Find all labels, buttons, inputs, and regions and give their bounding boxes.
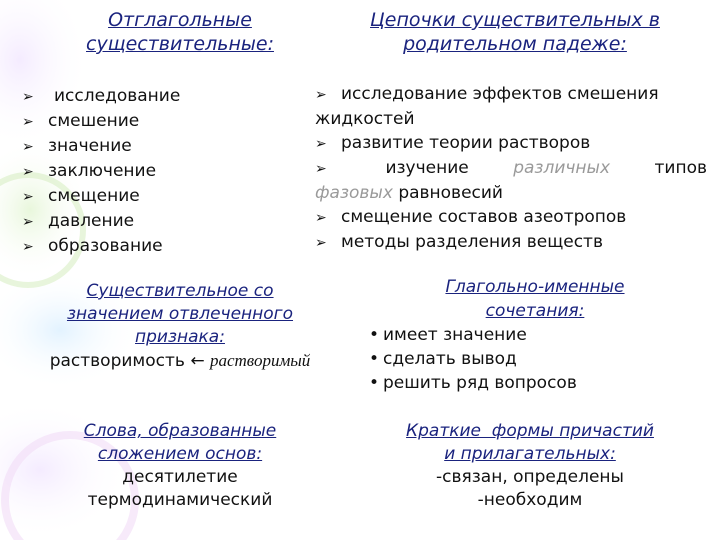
arrow-bullet-icon: ➢ (22, 139, 34, 155)
compound-example: десятилетие (122, 467, 238, 487)
gray-word: различных (513, 158, 611, 178)
short-forms-header-line1: Краткие формы причастий (406, 421, 654, 441)
compound-header-line1: Слова, образованные (83, 421, 277, 441)
noun-chains-header (330, 8, 700, 56)
arrow-bullet-icon: ➢ (22, 89, 34, 105)
left-arrow-icon: ← (190, 351, 205, 371)
dot-bullet-icon: • (368, 325, 380, 345)
short-forms-example: -связан, определены (436, 467, 624, 487)
list-item: • решить ряд вопросов (365, 371, 705, 395)
list-item-continuation: жидкостей (315, 109, 415, 129)
list-item: ➢ исследование эффектов смешения (315, 82, 707, 107)
noun-chains-list (315, 82, 707, 255)
short-forms-block (360, 420, 700, 512)
compound-words-block (30, 420, 330, 512)
gray-word: фазовых (315, 183, 393, 203)
arrow-bullet-icon: ➢ (22, 164, 34, 180)
noun-chains-header-line1: Цепочки существительных в (370, 9, 660, 31)
verbal-nouns-header-line2: существительные: (86, 33, 274, 55)
verb-noun-block (365, 275, 705, 395)
abstract-noun-header-line1: Существительное со (86, 281, 274, 301)
dot-bullet-icon: • (368, 349, 380, 369)
list-item: ➢ смещение (22, 184, 282, 209)
abstract-noun-block (10, 280, 350, 373)
list-item: ➢ давление (22, 209, 282, 234)
verb-noun-header-line1: Глагольно-именные (445, 277, 625, 297)
dot-bullet-icon: • (368, 373, 380, 393)
list-item: ➢ методы разделения веществ (315, 230, 707, 255)
arrow-bullet-icon: ➢ (22, 189, 34, 205)
list-item: • сделать вывод (365, 347, 705, 371)
short-forms-header-line2: и прилагательных: (444, 444, 616, 464)
list-item: • имеет значение (365, 323, 705, 347)
abstract-noun-header-line3: признака: (135, 327, 225, 347)
list-item: ➢ смешение (22, 109, 282, 134)
verbal-nouns-header (35, 8, 325, 56)
arrow-bullet-icon: ➢ (22, 214, 34, 230)
arrow-bullet-icon: ➢ (315, 235, 327, 251)
arrow-bullet-icon: ➢ (315, 161, 327, 177)
list-item-continuation: фазовых равновесий (315, 183, 503, 203)
abstract-noun-example: растворимость ← растворимый (49, 351, 311, 371)
list-item: ➢ смещение составов азеотропов (315, 205, 707, 230)
compound-header-line2: сложением основ: (97, 444, 263, 464)
arrow-bullet-icon: ➢ (22, 114, 34, 130)
arrow-bullet-icon: ➢ (315, 136, 327, 152)
compound-example: термодинамический (87, 490, 273, 510)
list-item: ➢ значение (22, 134, 282, 159)
list-item: ➢ развитие теории растворов (315, 131, 707, 156)
list-item: ➢ заключение (22, 159, 282, 184)
verbal-nouns-list (22, 84, 282, 259)
list-item: ➢ исследование (22, 84, 282, 109)
list-item: ➢ изучение различных типов (315, 156, 707, 181)
list-item: ➢ образование (22, 234, 282, 259)
abstract-noun-header-line2: значением отвлеченного (66, 304, 294, 324)
arrow-bullet-icon: ➢ (315, 210, 327, 226)
arrow-bullet-icon: ➢ (315, 87, 327, 103)
verbal-nouns-header-line1: Отглагольные (108, 9, 252, 31)
arrow-bullet-icon: ➢ (22, 239, 34, 255)
noun-chains-header-line2: родительном падеже: (403, 33, 627, 55)
short-forms-example: -необходим (477, 490, 583, 510)
verb-noun-header-line2: сочетания: (485, 301, 585, 321)
